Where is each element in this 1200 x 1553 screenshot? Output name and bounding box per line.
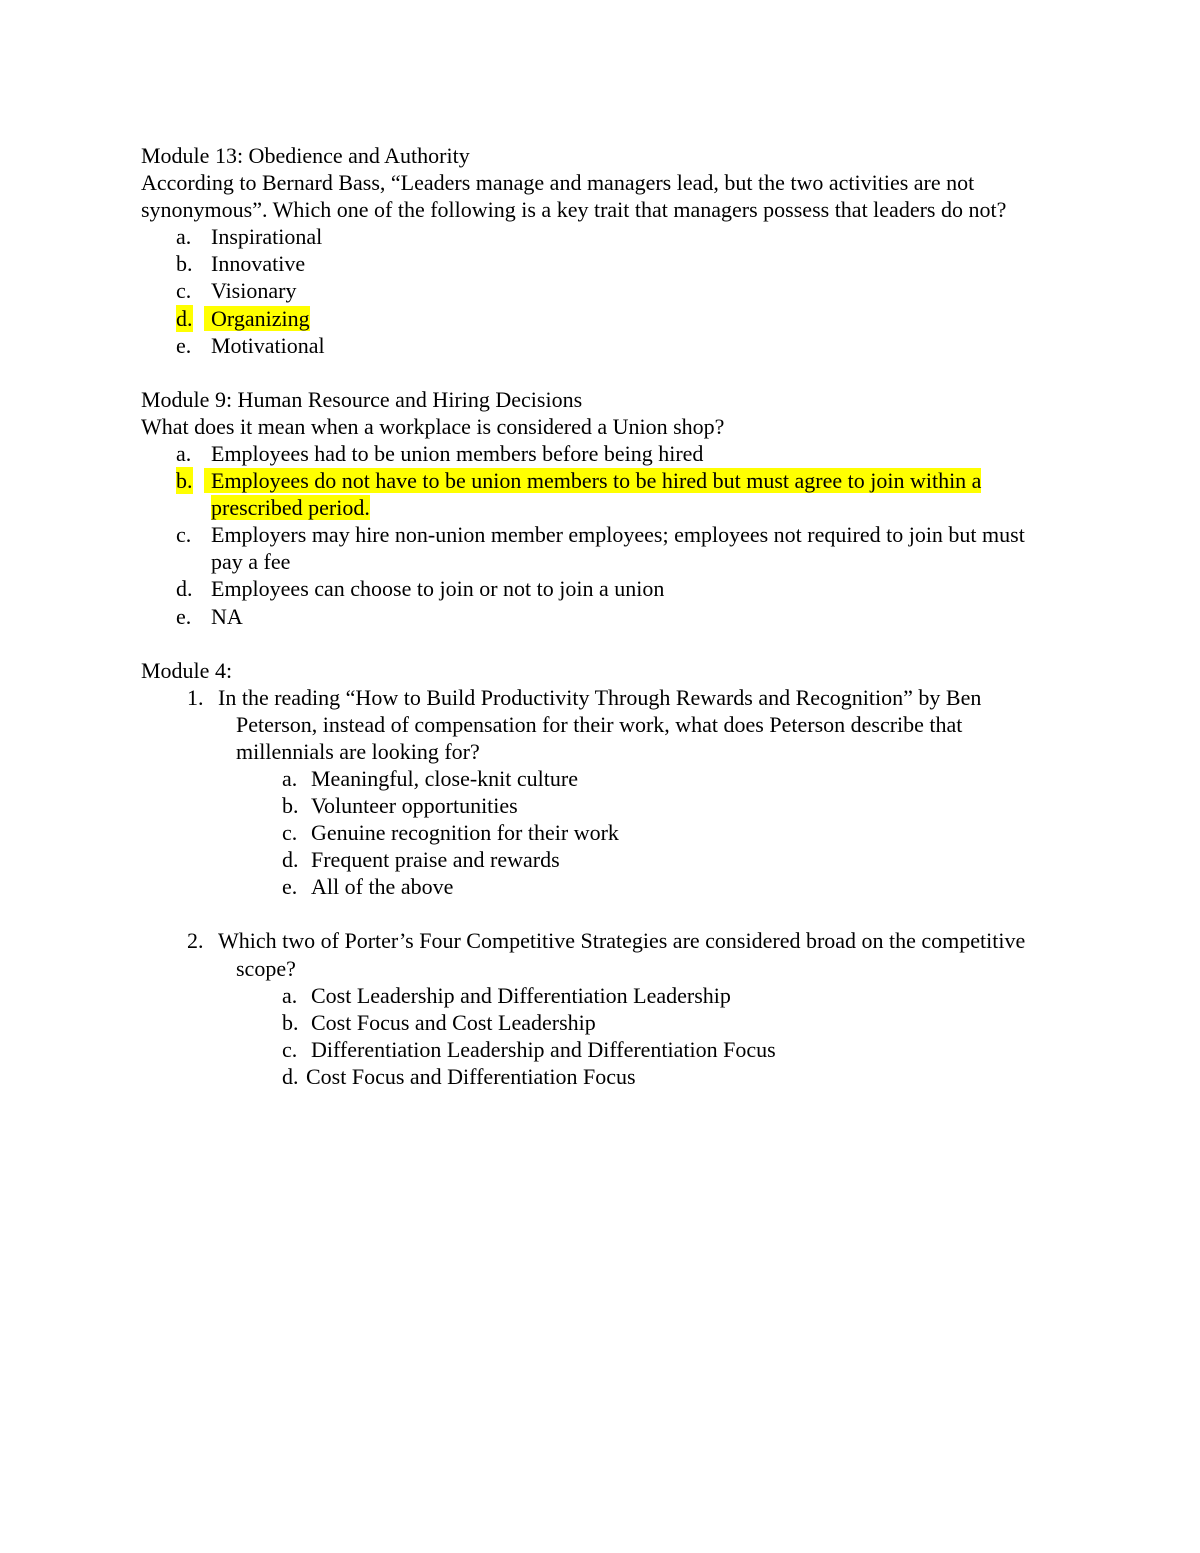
option-text: NA [211, 603, 243, 629]
option-text: Employees do not have to be union members to be hired but must agree to join within a prescribed period. [204, 468, 981, 520]
option-text: Meaningful, close-knit culture [311, 765, 578, 791]
question-number: 2. [187, 928, 204, 954]
option-letter: a. [282, 982, 298, 1008]
option-b [141, 792, 1061, 819]
option-b-highlighted [141, 467, 1061, 521]
option-text: Cost Focus and Differentiation Focus [306, 1063, 636, 1089]
option-b [141, 1009, 1061, 1036]
option-text: Employers may hire non-union member employees; employees not required to join but must pay a fee [211, 522, 1025, 575]
option-d [141, 846, 1061, 873]
option-text: Differentiation Leadership and Differentiation Focus [311, 1036, 776, 1062]
option-text: Employees can choose to join or not to join a union [211, 576, 665, 602]
option-e [141, 332, 1061, 359]
option-letter: a. [282, 765, 298, 791]
option-letter: c. [282, 820, 298, 846]
option-text: Inspirational [211, 224, 323, 250]
numbered-question-2 [141, 927, 1061, 981]
option-letter: e. [176, 332, 192, 358]
option-letter: d. [176, 576, 193, 602]
option-letter: b. [176, 251, 193, 277]
option-letter: d. [282, 847, 299, 873]
option-letter: e. [282, 874, 298, 900]
option-text: Visionary [211, 278, 297, 304]
option-c [141, 521, 1061, 575]
option-e [141, 603, 1061, 630]
option-d [141, 1063, 1061, 1090]
option-letter: c. [176, 278, 192, 304]
option-text: Employees had to be union members before being hired [211, 440, 704, 466]
question-text: In the reading “How to Build Productivity Through Rewards and Recognition” by Ben Peterson, instead of compensation for their work, what does Peterson describe that millennials are looking for? [218, 684, 982, 764]
option-a [141, 223, 1061, 250]
section-heading-module-9: Module 9: Human Resource and Hiring Decisions [141, 386, 583, 412]
option-e [141, 873, 1061, 900]
option-text: Cost Leadership and Differentiation Leadership [311, 982, 731, 1008]
question-number: 1. [187, 684, 204, 710]
option-letter: a. [176, 440, 192, 466]
option-letter: d. [282, 1063, 299, 1089]
option-letter: c. [176, 522, 192, 548]
numbered-question-1 [141, 684, 1061, 765]
option-text: Organizing [204, 306, 310, 331]
question-text: What does it mean when a workplace is considered a Union shop? [141, 413, 725, 439]
option-letter: b. [176, 468, 193, 494]
option-a [141, 982, 1061, 1009]
option-letter: c. [282, 1036, 298, 1062]
option-text: Motivational [211, 332, 325, 358]
option-b [141, 250, 1061, 277]
option-d-highlighted [141, 305, 1061, 332]
option-c [141, 819, 1061, 846]
option-letter: b. [282, 1009, 299, 1035]
question-text: According to Bernard Bass, “Leaders manage and managers lead, but the two activities are not synonymous”. Which one of the following is a key trait that managers possess that leaders do not? [141, 170, 1007, 223]
question-text: Which two of Porter’s Four Competitive Strategies are considered broad on the competitive scope? [218, 928, 1026, 981]
option-text: Cost Focus and Cost Leadership [311, 1009, 596, 1035]
option-letter: e. [176, 603, 192, 629]
document-page [141, 142, 1061, 1090]
section-heading-module-13: Module 13: Obedience and Authority [141, 143, 470, 168]
option-text: Genuine recognition for their work [311, 820, 619, 846]
option-d [141, 575, 1061, 602]
option-letter: b. [282, 793, 299, 819]
option-text: Innovative [211, 251, 306, 277]
option-c [141, 1036, 1061, 1063]
option-letter: a. [176, 224, 192, 250]
option-a [141, 765, 1061, 792]
option-a [141, 440, 1061, 467]
section-heading-module-4: Module 4: [141, 657, 233, 683]
option-letter: d. [176, 305, 193, 331]
option-text: All of the above [311, 874, 454, 900]
option-text: Frequent praise and rewards [311, 847, 560, 873]
option-c [141, 277, 1061, 304]
option-text: Volunteer opportunities [311, 793, 518, 819]
